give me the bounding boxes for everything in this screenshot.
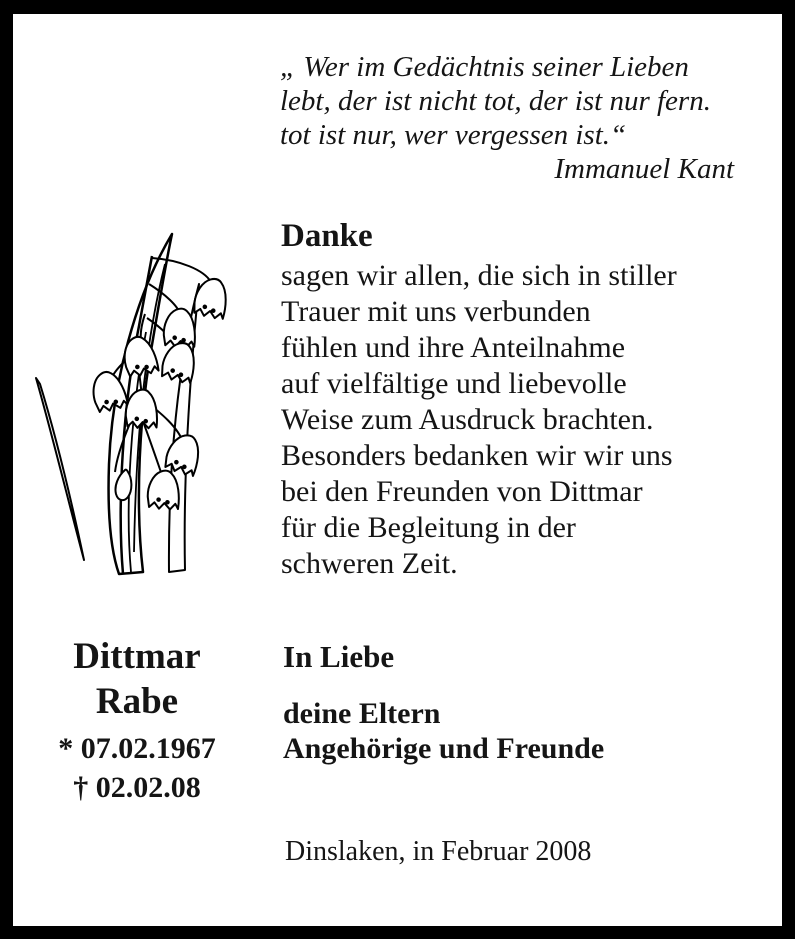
quote-line: lebt, der ist nicht tot, der ist nur fern.	[280, 85, 711, 117]
deceased-name	[33, 634, 241, 724]
thanks-body-line: Besonders bedanken wir wir uns	[281, 439, 673, 472]
thanks-body-line: auf vielfältige und liebevolle	[281, 367, 627, 400]
thanks-body-line: für die Begleitung in der	[281, 511, 576, 544]
thanks-body-line: Trauer mit uns verbunden	[281, 295, 591, 328]
thanks-body	[281, 258, 761, 582]
farewell-block	[283, 640, 703, 766]
quote-line: „ Wer im Gedächtnis seiner Lieben	[280, 51, 689, 83]
thanks-body-line: fühlen und ihre Anteilnahme	[281, 331, 626, 364]
thanks-heading: Danke	[281, 218, 373, 254]
thanks-body-line: schweren Zeit.	[281, 547, 458, 580]
deceased-first-name: Dittmar	[73, 636, 201, 677]
quote-block	[280, 50, 758, 186]
thanks-body-line: Weise zum Ausdruck brachten.	[281, 403, 654, 436]
mourners-list	[283, 696, 703, 766]
thanks-body-line: bei den Freunden von Dittmar	[281, 475, 643, 508]
thanks-body-line: sagen wir allen, die sich in stiller	[281, 259, 677, 292]
death-date: † 02.02.08	[73, 771, 201, 804]
quote-line: tot ist nur, wer vergessen ist.“	[280, 119, 627, 151]
deceased-name-block	[33, 634, 241, 807]
lily-of-the-valley-illustration	[22, 222, 278, 604]
mourner-line: deine Eltern	[283, 697, 441, 730]
birth-date: * 07.02.1967	[58, 732, 216, 765]
deceased-last-name: Rabe	[95, 681, 179, 722]
life-dates	[33, 729, 241, 807]
thanks-block	[281, 216, 761, 582]
quote-attribution: Immanuel Kant	[554, 153, 734, 185]
farewell-salutation: In Liebe	[283, 639, 395, 674]
place-and-date: Dinslaken, in Februar 2008	[285, 836, 592, 867]
mourner-line: Angehörige und Freunde	[283, 732, 605, 765]
